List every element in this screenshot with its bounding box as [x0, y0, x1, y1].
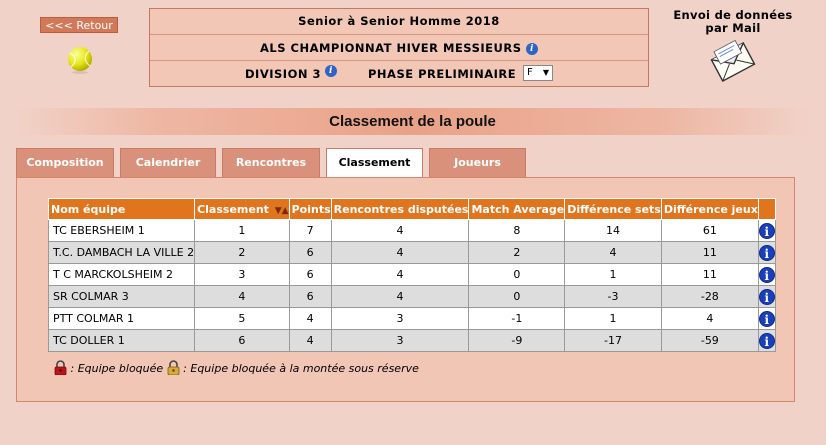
championship-info-icon[interactable]: i [526, 43, 538, 55]
lock-red-icon [54, 360, 67, 375]
table-header-row [49, 199, 776, 220]
legend [54, 360, 419, 375]
diff-jeux-value: 11 [661, 264, 758, 286]
match-average-value: 0 [469, 264, 565, 286]
col-points[interactable]: Points [289, 199, 331, 220]
col-rencontres[interactable]: Rencontres disputées [331, 199, 469, 220]
poule-select[interactable] [523, 65, 553, 81]
match-average-value: 2 [469, 242, 565, 264]
col-match-average[interactable]: Match Average [469, 199, 565, 220]
rencontres-value: 3 [331, 330, 469, 352]
info-cell [758, 308, 775, 330]
division-label: DIVISION 3 [245, 67, 321, 81]
info-cell [758, 330, 775, 352]
info-cell [758, 242, 775, 264]
competition-header [149, 8, 649, 87]
tab-joueurs[interactable]: Joueurs [429, 148, 526, 177]
poule-select-value: F [527, 67, 533, 78]
ranking-table [48, 198, 776, 352]
competition-title: Senior à Senior Homme 2018 [298, 14, 500, 28]
team-name: TC EBERSHEIM 1 [49, 220, 195, 242]
points-value: 7 [289, 220, 331, 242]
diff-jeux-value: 11 [661, 242, 758, 264]
diff-sets-value: 1 [565, 308, 662, 330]
match-average-value: -9 [469, 330, 565, 352]
info-cell [758, 220, 775, 242]
team-name: T.C. DAMBACH LA VILLE 2 [49, 242, 195, 264]
match-average-value: 8 [469, 220, 565, 242]
col-info [758, 199, 775, 220]
rencontres-value: 3 [331, 308, 469, 330]
col-difference-jeux[interactable]: Différence jeux [661, 199, 758, 220]
table-row [49, 242, 776, 264]
team-info-icon[interactable]: i [759, 267, 775, 283]
diff-sets-value: 1 [565, 264, 662, 286]
team-info-icon[interactable]: i [759, 223, 775, 239]
points-value: 6 [289, 286, 331, 308]
col-classement-label: Classement [197, 202, 269, 216]
info-cell [758, 264, 775, 286]
tab-calendrier[interactable]: Calendrier [120, 148, 216, 177]
sort-arrows-icon[interactable]: ▼▲ [274, 205, 289, 216]
table-row [49, 220, 776, 242]
division-info-icon[interactable]: i [325, 65, 337, 77]
points-value: 6 [289, 264, 331, 286]
team-info-icon[interactable]: i [759, 311, 775, 327]
table-row [49, 286, 776, 308]
mail-title-line2: par Mail [705, 21, 761, 35]
info-cell [758, 286, 775, 308]
classement-value: 2 [195, 242, 290, 264]
legend-blocked-promotion-text: : Equipe bloquée à la montée sous réserve [183, 362, 419, 375]
team-info-icon[interactable]: i [759, 333, 775, 349]
mail-title-line1: Envoi de données [673, 8, 793, 22]
tab-rencontres[interactable]: Rencontres [222, 148, 320, 177]
col-nom-equipe[interactable]: Nom équipe [49, 199, 195, 220]
team-name: SR COLMAR 3 [49, 286, 195, 308]
retour-button[interactable]: <<< Retour [40, 17, 118, 33]
phase-label: PHASE PRELIMINAIRE [368, 67, 517, 81]
diff-jeux-value: 61 [661, 220, 758, 242]
team-name: TC DOLLER 1 [49, 330, 195, 352]
diff-sets-value: 4 [565, 242, 662, 264]
diff-sets-value: -3 [565, 286, 662, 308]
team-info-icon[interactable]: i [759, 245, 775, 261]
diff-sets-value: -17 [565, 330, 662, 352]
mail-title [668, 9, 798, 35]
table-row [49, 308, 776, 330]
diff-jeux-value: -28 [661, 286, 758, 308]
team-name: PTT COLMAR 1 [49, 308, 195, 330]
tab-composition[interactable]: Composition [16, 148, 114, 177]
table-row [49, 330, 776, 352]
lock-gold-icon [167, 360, 180, 375]
table-row [49, 264, 776, 286]
col-classement[interactable] [195, 199, 290, 220]
page-title: Classement de la poule [15, 108, 810, 135]
team-info-icon[interactable]: i [759, 289, 775, 305]
diff-sets-value: 14 [565, 220, 662, 242]
legend-blocked-text: : Equipe bloquée [70, 362, 164, 375]
tennis-ball-icon [66, 46, 94, 74]
chevron-down-icon: ▼ [542, 68, 549, 77]
points-value: 4 [289, 308, 331, 330]
classement-value: 1 [195, 220, 290, 242]
diff-jeux-value: 4 [661, 308, 758, 330]
championship-row [150, 41, 648, 55]
rencontres-value: 4 [331, 286, 469, 308]
col-difference-sets[interactable]: Différence sets [565, 199, 662, 220]
classement-value: 5 [195, 308, 290, 330]
match-average-value: 0 [469, 286, 565, 308]
classement-value: 4 [195, 286, 290, 308]
classement-value: 6 [195, 330, 290, 352]
points-value: 4 [289, 330, 331, 352]
tab-classement[interactable]: Classement [326, 148, 423, 178]
envelope-icon[interactable] [709, 40, 757, 84]
match-average-value: -1 [469, 308, 565, 330]
classement-value: 3 [195, 264, 290, 286]
diff-jeux-value: -59 [661, 330, 758, 352]
championship-label: ALS CHAMPIONNAT HIVER MESSIEURS [259, 41, 522, 55]
team-name: T C MARCKOLSHEIM 2 [49, 264, 195, 286]
rencontres-value: 4 [331, 264, 469, 286]
rencontres-value: 4 [331, 242, 469, 264]
points-value: 6 [289, 242, 331, 264]
rencontres-value: 4 [331, 220, 469, 242]
